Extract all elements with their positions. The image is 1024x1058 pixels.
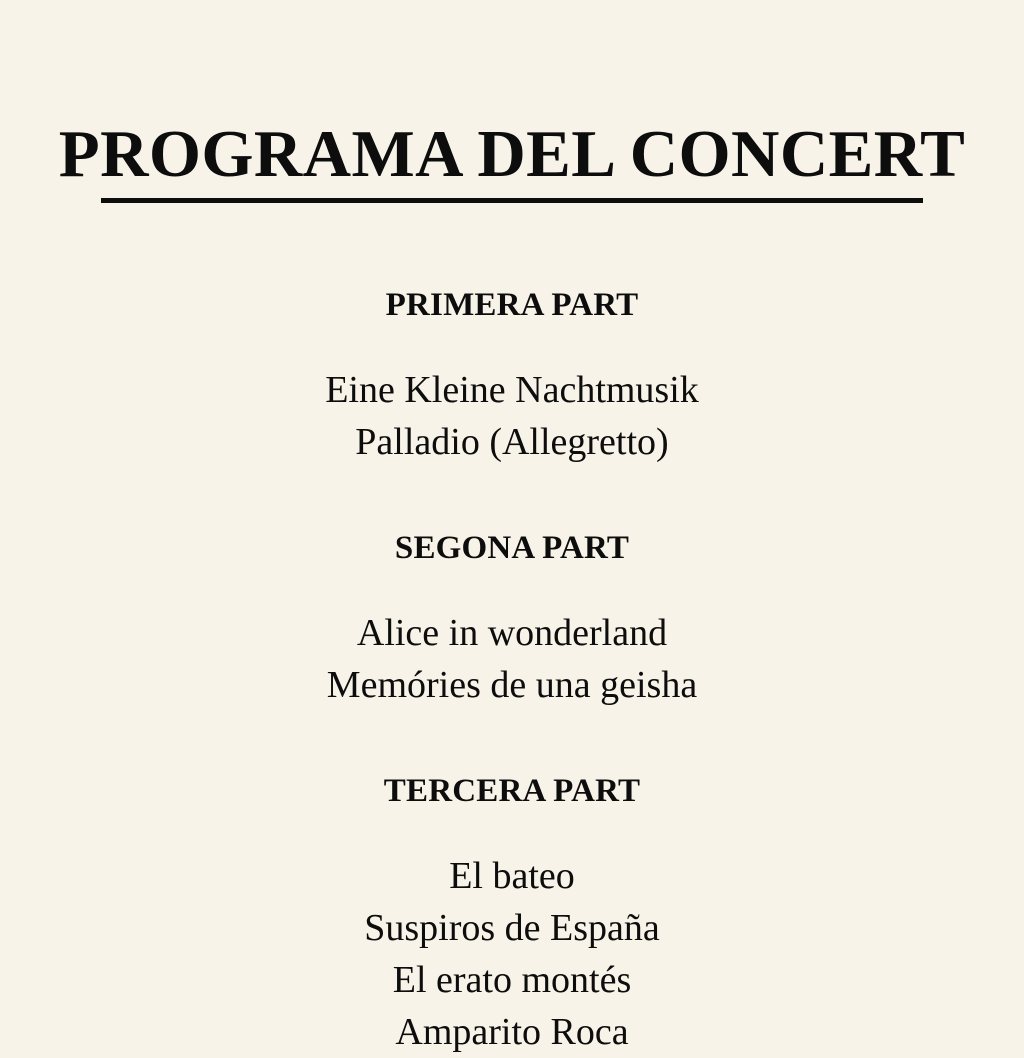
page-title: PROGRAMA DEL CONCERT [58, 116, 966, 191]
piece-title: Suspiros de España [364, 907, 660, 950]
piece-list [0, 364, 1024, 468]
program-sections [0, 262, 1024, 1058]
piece-title: Amparito Roca [395, 1011, 629, 1054]
piece-title: Memóries de una geisha [326, 664, 698, 707]
piece-list [0, 607, 1024, 711]
program-section [0, 532, 1024, 711]
program-section [0, 775, 1024, 1058]
title-divider-rule [101, 198, 923, 203]
piece-title: El bateo [449, 855, 575, 898]
piece-list [0, 850, 1024, 1058]
piece-title: Eine Kleine Nachtmusik [325, 369, 699, 412]
program-section [0, 289, 1024, 468]
piece-title: Alice in wonderland [356, 612, 668, 655]
section-heading: TERCERA PART [383, 773, 641, 810]
piece-title: Palladio (Allegretto) [355, 421, 669, 464]
piece-title: El erato montés [392, 959, 632, 1002]
section-heading: PRIMERA PART [385, 287, 639, 324]
section-heading: SEGONA PART [394, 530, 630, 567]
title-block [0, 76, 1024, 233]
